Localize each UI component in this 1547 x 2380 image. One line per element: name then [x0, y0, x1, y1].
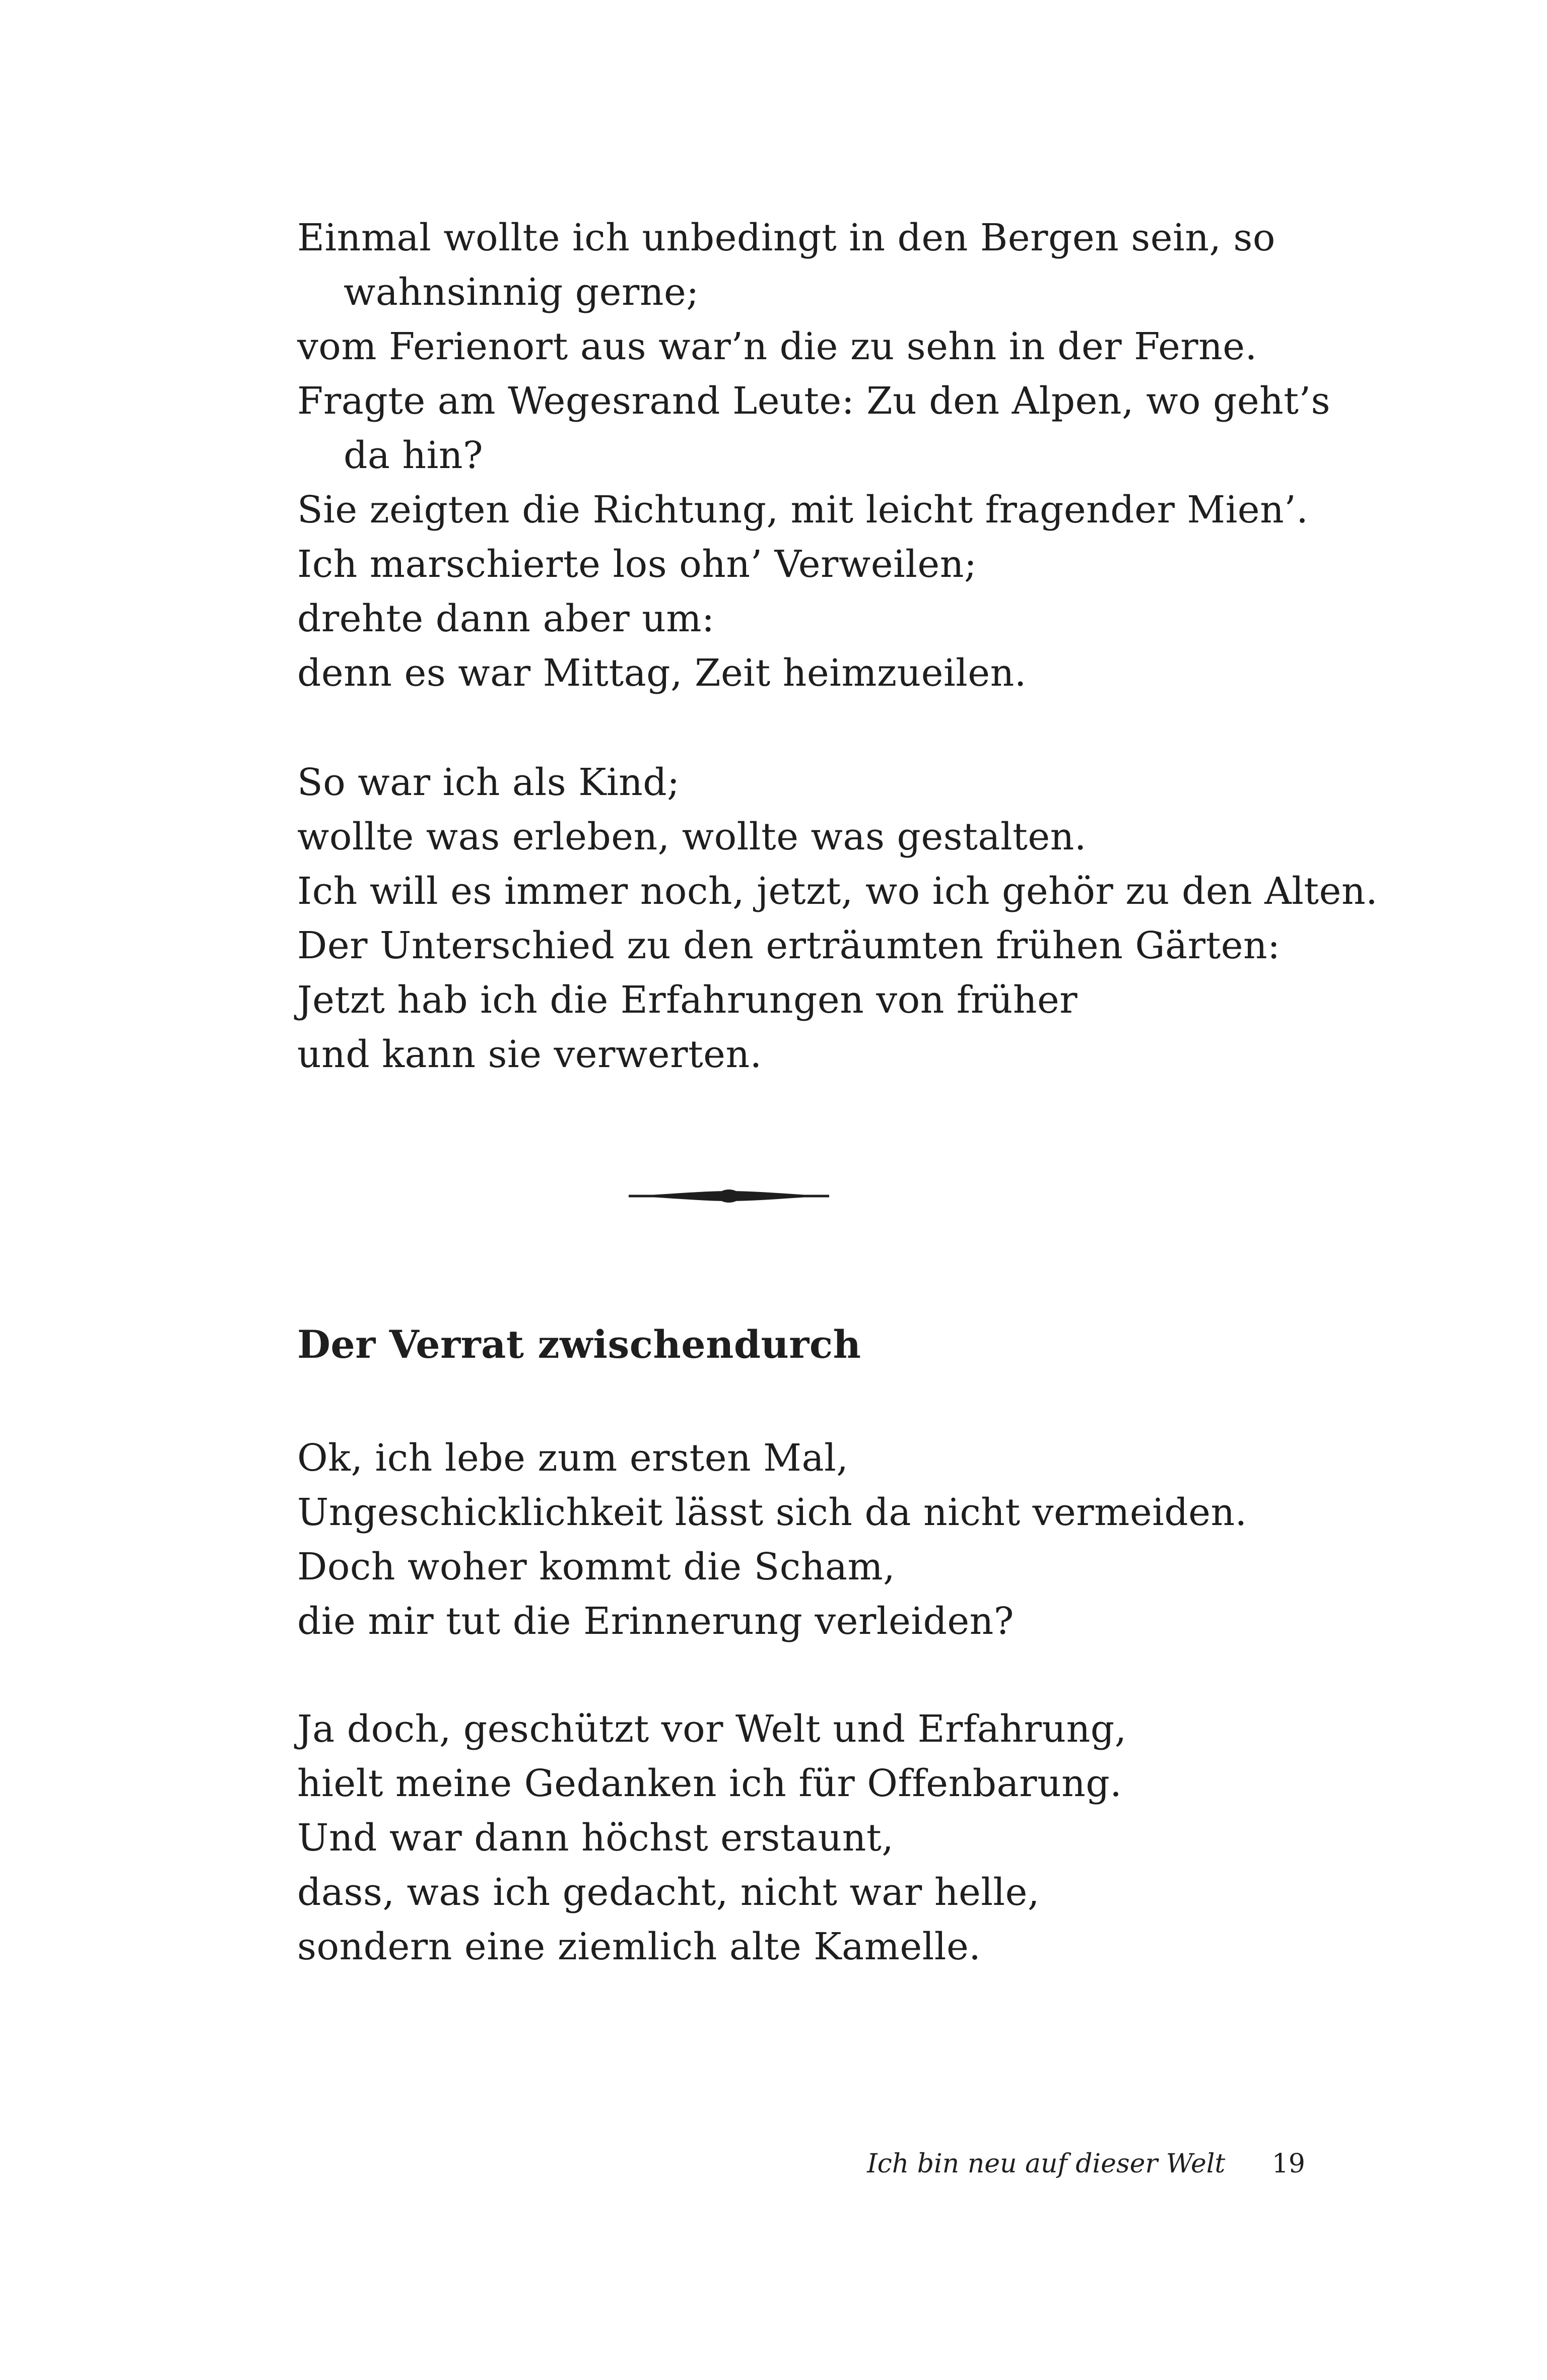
verse-line: Ich marschierte los ohn’ Verweilen; [297, 543, 977, 586]
verse-line: Doch woher kommt die Scham, [297, 1545, 896, 1589]
verse-line: Fragte am Wegesrand Leute: Zu den Alpen, wo geht’s [297, 379, 1331, 423]
verse-line-continuation: da hin? [344, 434, 484, 477]
verse-line: Ungeschicklichkeit lässt sich da nicht vermeiden. [297, 1491, 1247, 1534]
verse-line: Ok, ich lebe zum ersten Mal, [297, 1436, 849, 1480]
page-number: 19 [1271, 2149, 1305, 2179]
verse-line: Einmal wollte ich unbedingt in den Bergen sein, so [297, 216, 1275, 259]
running-title: Ich bin neu auf dieser Welt [867, 2149, 1226, 2179]
poem-stanza [297, 1431, 1380, 1648]
verse-line: die mir tut die Erinnerung verleiden? [297, 1600, 1014, 1643]
verse-line-continuation: wahnsinnig gerne; [344, 271, 699, 314]
ornamental-divider-icon [629, 1185, 829, 1207]
poem-stanza [297, 1702, 1380, 1974]
verse-line: Jetzt hab ich die Erfahrungen von früher [297, 978, 1078, 1022]
verse-line: denn es war Mittag, Zeit heimzueilen. [297, 651, 1027, 695]
verse-line: So war ich als Kind; [297, 761, 680, 804]
verse-line: Sie zeigten die Richtung, mit leicht fragender Mien’. [297, 488, 1309, 532]
verse-line: Ich will es immer noch, jetzt, wo ich gehör zu den Alten. [297, 870, 1378, 913]
verse-line: Der Unterschied zu den erträumten frühen Gärten: [297, 924, 1281, 967]
verse-line: vom Ferienort aus war’n die zu sehn in der Ferne. [297, 325, 1257, 368]
verse-line: drehte dann aber um: [297, 597, 715, 640]
poem-stanza [297, 211, 1380, 700]
verse-line: dass, was ich gedacht, nicht war helle, [297, 1871, 1040, 1914]
poem-stanza [297, 755, 1380, 1082]
verse-line: hielt meine Gedanken ich für Offenbarung. [297, 1762, 1122, 1805]
poem-title: Der Verrat zwischendurch [297, 1322, 861, 1367]
page-footer [867, 2144, 1305, 2184]
verse-line: und kann sie verwerten. [297, 1033, 762, 1076]
verse-line: Ja doch, geschützt vor Welt und Erfahrung, [297, 1707, 1127, 1751]
verse-line: Und war dann höchst erstaunt, [297, 1816, 894, 1860]
verse-line: sondern eine ziemlich alte Kamelle. [297, 1925, 981, 1968]
verse-line: wollte was erleben, wollte was gestalten. [297, 815, 1087, 858]
